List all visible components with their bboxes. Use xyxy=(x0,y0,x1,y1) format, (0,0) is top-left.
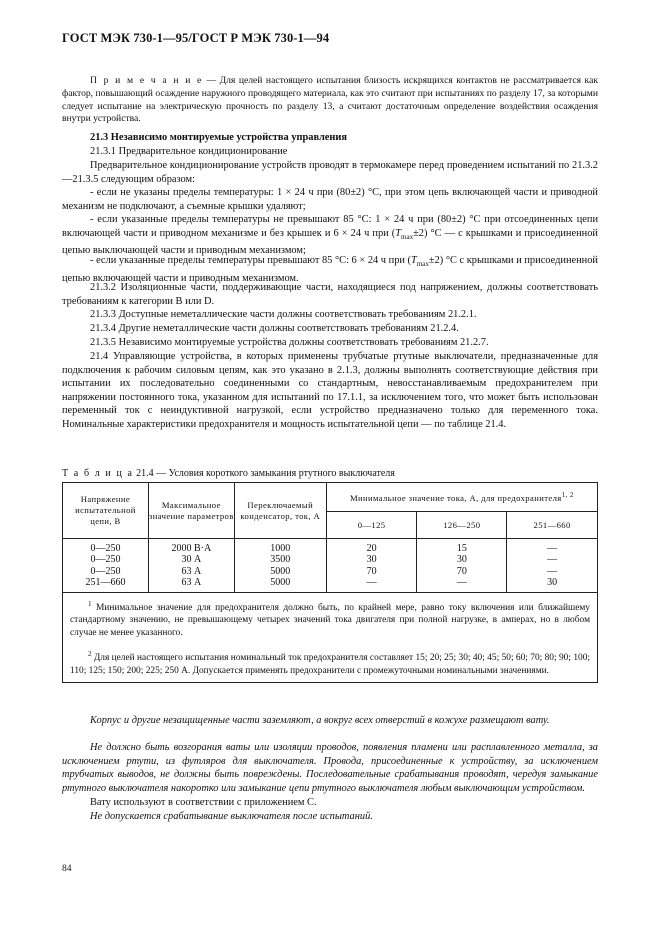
cell: 30 xyxy=(366,554,377,566)
header-min-current-text: Минимальное значение тока, А, для предохранителя xyxy=(349,492,562,503)
paragraph-21-3-5: 21.3.5 Независимо монтируемые устройства должны соответствовать требованиям 21.2.7. xyxy=(90,337,489,348)
page-number: 84 xyxy=(62,864,72,874)
col-voltage xyxy=(63,539,149,593)
p4-sub: max xyxy=(416,260,429,269)
cell: — xyxy=(547,543,558,554)
col-251-660 xyxy=(507,539,598,593)
cell: 30 А xyxy=(181,554,202,566)
table-caption xyxy=(62,468,395,479)
header-min-current xyxy=(326,483,597,512)
page-header: ГОСТ МЭК 730-1—95/ГОСТ Р МЭК 730-1—94 xyxy=(62,31,330,45)
header-capacitor: Переключаемый конденсатор, ток, А xyxy=(234,483,326,539)
header-min-current-sup: 1, 2 xyxy=(561,491,574,500)
paragraph-21-3-4: 21.3.4 Другие неметаллические части должны соответствовать требованиям 21.2.4. xyxy=(90,323,459,334)
cell: 30 xyxy=(547,577,558,589)
paragraph-preconditioning: Предварительное кондиционирование устройств проводят в термокамере перед проведением испытаний по 21.3.2—21.3.5 следующим образом: xyxy=(62,160,598,185)
mercury-switch-table xyxy=(62,482,598,683)
cell: 20 xyxy=(366,543,377,554)
p3-end: ±2) °С — с крышками и присоединенной цепью выключающей части и приводным механизмом; xyxy=(62,227,598,257)
p4-start: - если указанные пределы температуры превышают 85 °С: 6 × 24 ч при ( xyxy=(90,255,412,266)
header-voltage: Напряжение испытательной цепи, В xyxy=(63,483,149,539)
cell: 1000 xyxy=(270,543,291,554)
cell: 70 xyxy=(366,565,377,577)
cell: 63 А xyxy=(181,565,202,577)
footnote-1-text: Минимальное значение для предохранителя должно быть, по крайней мере, равно току включения или ближайшему стандартному значению, не превышающему четырех значений тока двигателя при полной нагрузке, в амперах, но в любом случае не менее указанного. xyxy=(70,602,590,638)
cell: 70 xyxy=(456,565,467,577)
table-caption-text: 21.4 — Условия короткого замыкания ртутного выключателя xyxy=(133,468,395,479)
footnote-2-number: 2 xyxy=(88,649,92,658)
cell: 30 xyxy=(456,554,467,566)
cell: 15 xyxy=(456,543,467,554)
p3-start: - если указанные пределы температуры не превышают 85 °С: 1 × 24 ч при (80±2) °С при отсоединенных цепи включающей части и приводном механизме и без крышек и 6 × 24 ч при ( xyxy=(62,214,598,239)
table-footnotes xyxy=(63,592,598,682)
cell: 5000 xyxy=(270,565,291,577)
col-126-250 xyxy=(417,539,507,593)
cell: 0—250 xyxy=(90,554,121,566)
cell: 0—250 xyxy=(90,543,121,554)
cell: 5000 xyxy=(270,577,291,589)
cell: 0—250 xyxy=(90,565,121,577)
cell: — xyxy=(547,554,558,566)
table-caption-label: Т а б л и ц а xyxy=(62,468,134,479)
cell: — xyxy=(547,565,558,577)
footnote-1-number: 1 xyxy=(88,599,92,608)
p4-end: ±2) °С с крышками и присоединенной цепью включающей части и приводным механизмом. xyxy=(62,255,598,284)
footnote-1 xyxy=(70,598,590,639)
paragraph-no-operation: Не допускается срабатывание выключателя после испытаний. xyxy=(90,811,373,822)
note-paragraph xyxy=(62,75,598,126)
subheader-0-125: 0—125 xyxy=(326,512,417,539)
paragraph-21-3-2: 21.3.2 Изоляционные части, поддерживающие части, находящиеся под напряжением, должны соответствовать требованиям к категории B или D. xyxy=(62,282,598,307)
paragraph-limit-85 xyxy=(62,213,598,258)
paragraph-cotton: Вату используют в соответствии с приложением С. xyxy=(90,797,317,808)
note-text: — Для целей настоящего испытания близость искрящихся контактов не рассматривается как фактор, повышающий осаждение наружного проводящего материала, как это считают при испытаниях по разделу 17, за которыми следует испытание на электрическую прочность по разделу 13, а считают достаточным определение воздействия осаждения внутри устройства. xyxy=(62,75,598,125)
section-21-3-title: 21.3 Независимо монтируемые устройства управления xyxy=(90,132,347,143)
p3-sub: max xyxy=(401,232,414,241)
col-max-params xyxy=(148,539,234,593)
paragraph-21-3-3: 21.3.3 Доступные неметаллические части должны соответствовать требованиям 21.2.1. xyxy=(90,309,477,320)
col-capacitor xyxy=(234,539,326,593)
subheader-251-660: 251—660 xyxy=(507,512,598,539)
paragraph-requirements: Не должно быть возгорания ваты или изоляции проводов, появления пламени или расплавленного металла, за исключением ртути, из футляров для выключателя. Провода, присоединенные к устройству, за исключением трубчатых выводов, не должны быть повреждены. Последовательные срабатывания проводят, чередуя замыкание ртутного выключателя накоротко или замыкание цепи ртутного выключателя любым выключающим устройством. xyxy=(62,742,598,794)
footnote-2-text: Для целей настоящего испытания номинальный ток предохранителя составляет 15; 20; 25; 30; 40; 45; 50; 60; 70; 80; 90; 100; 110; 125; 150; 200; 225; 250 А. Допускается применять предохранители с промежуточными номинальными значениями. xyxy=(70,653,590,676)
header-max-params: Максимальное значение параметров xyxy=(148,483,234,539)
cell: 2000 В·А xyxy=(171,543,212,554)
col-0-125 xyxy=(326,539,417,593)
note-label: П р и м е ч а н и е xyxy=(90,75,203,86)
cell: 251—660 xyxy=(85,577,126,589)
cell: — xyxy=(456,577,467,589)
p3-t: T xyxy=(395,227,402,239)
footnote-2 xyxy=(70,648,590,677)
paragraph-no-limits: - если не указаны пределы температуры: 1 × 24 ч при (80±2) °С, при этом цепь включающей части и приводной механизм не подключают, а съемные крышки удаляют; xyxy=(62,187,598,212)
cell: 3500 xyxy=(270,554,291,566)
section-21-3-1-title: 21.3.1 Предварительное кондиционирование xyxy=(90,146,288,157)
cell: — xyxy=(366,577,377,589)
subheader-126-250: 126—250 xyxy=(417,512,507,539)
paragraph-21-4: 21.4 Управляющие устройства, в которых применены трубчатые ртутные выключатели, предназначенные для подключения к рабочим силовым цепям, как это указано в 2.1.3, должны выполнять соответствующие действия при испытании их последовательно соединенными со стандартным, невосстанавливаемым предохранителем при напряжении постоянного тока, указанном для испытаний по 17.1.1, за исключением того, что может быть использован переменный ток с неиндуктивной нагрузкой, если устройство предназначено только для переменного тока. Номинальные характеристики предохранителя и мощность испытательной цепи — по таблице 21.4. xyxy=(62,351,598,430)
p4-t: T xyxy=(411,255,417,266)
cell: 63 А xyxy=(181,577,202,589)
paragraph-grounding: Корпус и другие незащищенные части заземляют, а вокруг всех отверстий в кожухе размещают вату. xyxy=(90,715,550,726)
